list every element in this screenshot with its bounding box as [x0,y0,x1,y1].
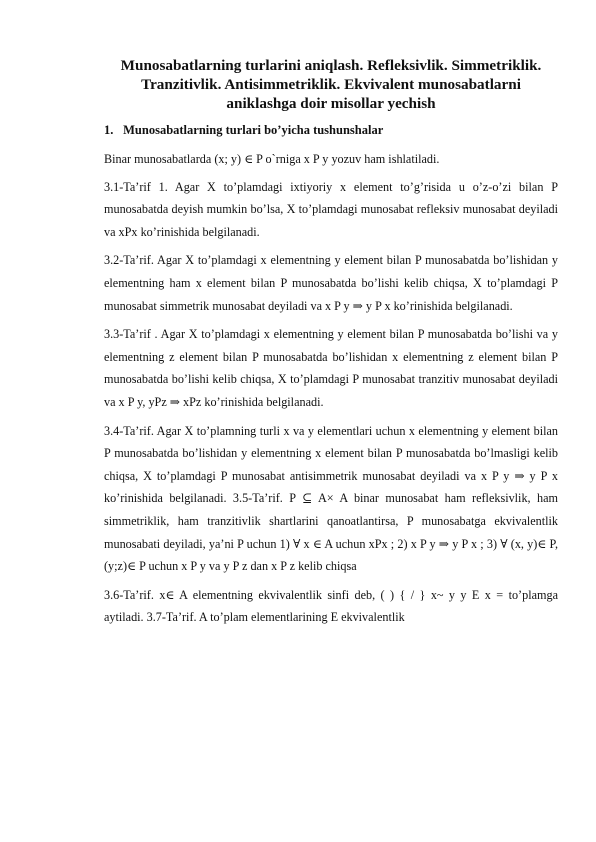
paragraph-definition-3-4-3-5: 3.4-Ta’rif. Agar X to’plamning turli x va y elementlari uchun x elementning y element bilan P munosabatda bo’lishidan y elementning x element bilan P munosabatda bo’lmasligi kelib chiqsa, X to’plamdagi P munosabat antisimmetrik munosabat deyiladi va x P y ⇒ y P x ko’rinishida belgilanadi. 3.5-Ta’rif. P ⊆ A× A binar munosabat ham refleksivlik, ham simmetriklik, ham tranzitivlik shartlarini qanoatlantirsa, P munosabatga ekvivalentlik munosabati deyiladi, ya’ni P uchun 1) ∀ x ∈ A uchun xPx ; 2) x P y ⇒ y P x ; 3) ∀ (x, y)∈ P, (y;z)∈ P uchun x P y va y P z dan x P z kelib chiqsa [104,423,558,574]
document-title: Munosabatlarning turlarini aniqlash. Refleksivlik. Simmetriklik. Tranzitivlik. Antisimmetriklik. Ekvivalent munosabatlarni aniklashga doir misollar yechish [120,57,542,112]
document-page [104,56,558,635]
section-heading [104,122,558,138]
section-number: 1. [104,123,114,137]
paragraph-definition-3-3: 3.3-Ta’rif . Agar X to’plamdagi x elementning y element bilan P munosabatda bo’lishi va y elementning z element bilan P munosabatda bo’lishidan x elementning z element bilan P munosabatda bo’lishi kelib chiqsa, X to’plamdagi P munosabat tranzitiv munosabat deyiladi va x P y, yPz ⇒ xPz ko’rinishida belgilanadi. [104,327,558,409]
section-heading-text: Munosabatlarning turlari bo’yicha tushunshalar [123,123,384,137]
paragraph-definition-3-2: 3.2-Ta’rif. Agar X to’plamdagi x elementning y element bilan P munosabatda bo’lishidan y elementning ham x element bilan P munosabatda bo’lishi kelib chiqsa, X to’plamdagi P munosabat simmetrik munosabat deyiladi va x P y ⇒ y P x ko’rinishida belgilanadi. [104,253,558,313]
paragraph-definition-3-6-3-7: 3.6-Ta’rif. x∈ A elementning ekvivalentlik sinfi deb, ( ) { / } x~ y y E x = to’plamga aytiladi. 3.7-Ta’rif. A to’plam elementlarining E ekvivalentlik [104,587,558,625]
paragraph-intro: Binar munosabatlarda (x; y) ∈ P o`rniga x P y yozuv ham ishlatiladi. [104,152,440,166]
paragraph-definition-3-1: 3.1-Ta’rif 1. Agar X to’plamdagi ixtiyoriy x element to’g’risida u o’z-o’zi bilan P munosabatda deyish mumkin bo’lsa, X to’plamdagi munosabat refleksiv munosabat deyiladi va xPx ko’rinishida belgilanadi. [104,179,558,239]
